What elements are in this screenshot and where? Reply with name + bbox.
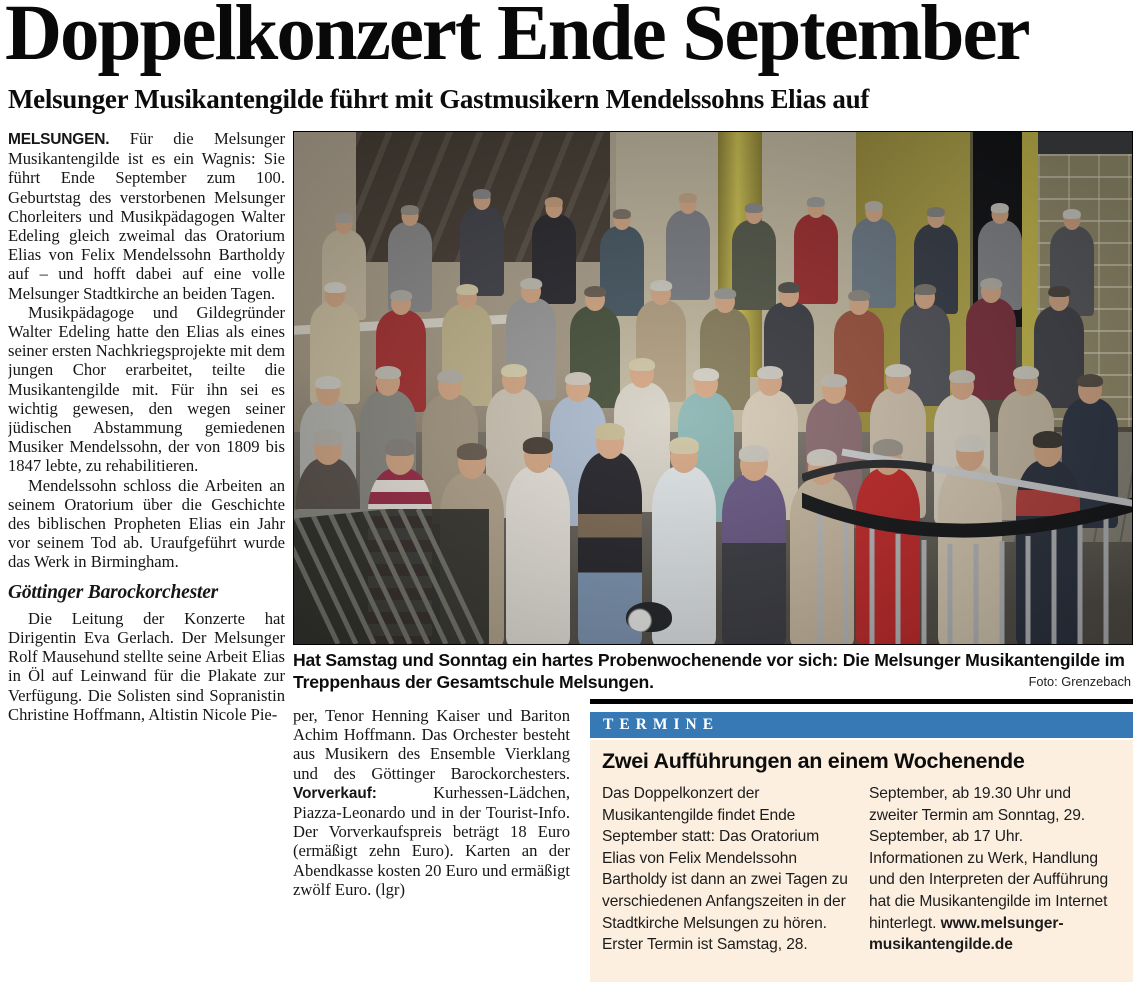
lead-paragraph bbox=[8, 129, 285, 303]
article-column-middle bbox=[293, 706, 570, 984]
vorverkauf-label: Vorverkauf: bbox=[293, 784, 377, 802]
termine-kicker: TERMINE bbox=[590, 712, 1133, 738]
paragraph-4: Die Leitung der Konzerte hat Dirigentin Eva Gerlach. Der Melsunger Rolf Mausehund stellte seine Arbeit Elias in Öl auf Leinwand für die Plakate zur Verfügung. Die Solisten sind Sopranistin Christine Hoffmann, Altistin Nicole Pie- bbox=[8, 608, 285, 724]
termine-box bbox=[590, 699, 1133, 982]
subheadline: Melsunger Musikantengilde führt mit Gastmusikern Mendelssohns Elias auf bbox=[8, 84, 870, 114]
paragraph-5 bbox=[293, 706, 570, 899]
termine-right-text: September, ab 19.30 Uhr und zweiter Termin am Sonntag, 29. September, ab 17 Uhr. Informationen zu Werk, Handlung und den Interpreten der Aufführung hat die Musikantengilde im Internet hinterlegt. bbox=[869, 785, 1109, 932]
group-photo bbox=[293, 131, 1133, 645]
paragraph-3: Mendelssohn schloss die Arbeiten an seinem Oratorium über die Geschichte des biblischen Propheten Elias ein Jahr vor seinem Tod ab. Uraufgeführt wurde das Werk in Birmingham. bbox=[8, 475, 285, 572]
crosshead: Göttinger Barockorchester bbox=[8, 581, 219, 603]
caption-text: Hat Samstag und Sonntag ein hartes Probenwochenende vor sich: Die Melsunger Musikantengilde im Treppenhaus der Gesamtschule Melsungen. bbox=[293, 650, 1125, 692]
article-column-left bbox=[8, 129, 285, 984]
paragraph-5-text-a: per, Tenor Henning Kaiser und Bariton Achim Hoffmann. Das Orchester besteht aus Musikern des Ensemble Vierklang und des Göttinger Barockorchesters. bbox=[293, 706, 570, 783]
photo-vignette bbox=[294, 132, 1132, 644]
paragraph-2: Musikpädagoge und Gildegründer Walter Edeling hatte den Elias als eines seiner ersten Nachkriegsprojekte mit dem jungen Chor erarbeitet, teilte die Musikantengilde mit. Für ihn sei es wichtig gewesen, den wegen seiner jüdischen Abstammung gemiedenen Musiker Mendelssohn, der von 1809 bis 1847 lebte, zu rehabilitieren. bbox=[8, 302, 285, 476]
termine-column-right bbox=[869, 783, 1121, 956]
website-url: www.melsunger-musikantengilde.de bbox=[869, 914, 1064, 954]
paragraph-5-text-b: Kurhessen-Lädchen, Piazza-Leonardo und in der Tourist-Info. Der Vorverkaufspreis beträgt 18 Euro (ermäßigt zehn Euro). Karten an der Abendkasse kosten 20 Euro und ermäßigt zwölf Euro. (lgr) bbox=[293, 782, 570, 899]
termine-top-rule bbox=[590, 699, 1133, 704]
termine-column-left: Das Doppelkonzert der Musikantengilde findet Ende September statt: Das Oratorium Elias von Felix Mendelssohn Bartholdy ist dann an zwei Tagen zu verschiedenen Anfangszeiten in der Stadtkirche Melsungen zu hören. Erster Termin ist Samstag, 28. bbox=[602, 785, 848, 954]
lead-text: Für die Melsunger Musikantengilde ist es ein Wagnis: Sie führt Ende September zum 100. Geburtstag des verstorbenen Melsunger Chorleiters und Musikpädagogen Walter Edeling gleich zweimal das Oratorium Elias von Felix Mendelssohn Bartholdy auf – und hofft dabei auf eine volle Melsunger Stadtkirche an beiden Tagen. bbox=[8, 129, 285, 303]
termine-title: Zwei Aufführungen an einem Wochenende bbox=[602, 749, 1025, 773]
photo-caption bbox=[293, 650, 1133, 693]
headline: Doppelkonzert Ende September bbox=[5, 0, 1029, 77]
termine-columns bbox=[602, 783, 1121, 956]
photo-credit: Foto: Grenzebach bbox=[1028, 673, 1131, 689]
dateline: MELSUNGEN. bbox=[8, 131, 110, 148]
termine-body bbox=[590, 740, 1133, 982]
